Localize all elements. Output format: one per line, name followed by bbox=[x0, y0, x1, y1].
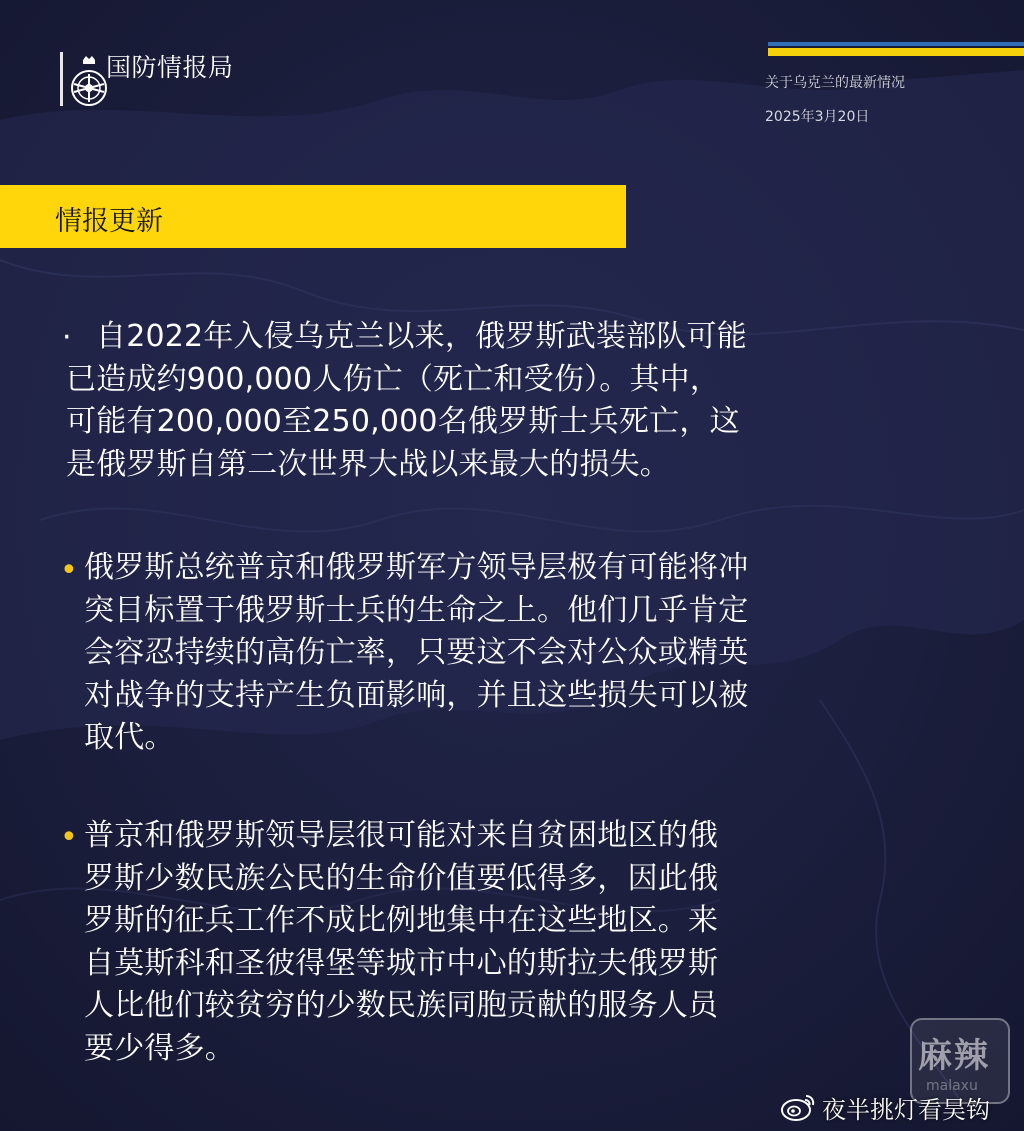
report-date: 2025年3月20日 bbox=[765, 109, 870, 125]
paragraph-line: 俄罗斯总统普京和俄罗斯军方领导层极有可能将冲 bbox=[84, 550, 749, 585]
watermark-badge-text: 麻辣 bbox=[918, 1036, 990, 1076]
paragraph-line: 普京和俄罗斯领导层很可能对来自贫困地区的俄 bbox=[84, 818, 719, 853]
paragraph-line: 已造成约900,000人伤亡（死亡和受伤）。其中， bbox=[66, 361, 721, 397]
bullet-marker: • bbox=[60, 820, 78, 855]
paragraph-3 bbox=[84, 815, 718, 1070]
report-topic: 关于乌克兰的最新情况 bbox=[765, 75, 905, 91]
paragraph-line: 是俄罗斯自第二次世界大战以来最大的损失。 bbox=[66, 446, 670, 482]
ukraine-flag-stripe-yellow bbox=[768, 48, 1024, 56]
logo-divider bbox=[60, 52, 63, 106]
paragraph-line: 人比他们较贫穷的少数民族同胞贡献的服务人员 bbox=[84, 988, 719, 1023]
paragraph-line: 要少得多。 bbox=[84, 1030, 235, 1066]
bullet-marker: • bbox=[60, 553, 78, 588]
paragraph-line: 自莫斯科和圣彼得堡等城市中心的斯拉夫俄罗斯 bbox=[84, 945, 719, 981]
section-banner-label: 情报更新 bbox=[55, 206, 163, 237]
organization-name: 国防情报局 bbox=[106, 53, 234, 82]
paragraph-line: 自2022年入侵乌克兰以来，俄罗斯武装部队可能 bbox=[96, 319, 747, 354]
paragraph-2 bbox=[84, 547, 748, 760]
ukraine-flag-stripe-blue bbox=[768, 42, 1024, 46]
paragraph-line: 罗斯的征兵工作不成比例地集中在这些地区。来 bbox=[84, 903, 719, 938]
bullet-marker: · bbox=[62, 320, 72, 355]
page-header bbox=[0, 0, 1024, 130]
watermark-badge-subtext: malaxu bbox=[926, 1078, 978, 1094]
paragraph-line: 会容忍持续的高伤亡率，只要这不会对公众或精英 bbox=[84, 635, 749, 670]
paragraph-line: 取代。 bbox=[84, 720, 175, 755]
paragraph-1 bbox=[66, 316, 747, 486]
paragraph-line: 可能有200,000至250,000名俄罗斯士兵死亡，这 bbox=[66, 404, 740, 439]
weibo-logo-icon bbox=[780, 1092, 816, 1122]
paragraph-line: 突目标置于俄罗斯士兵的生命之上。他们几乎肯定 bbox=[84, 592, 749, 628]
paragraph-line: 罗斯少数民族公民的生命价值要低得多，因此俄 bbox=[84, 860, 719, 896]
paragraph-line: 对战争的支持产生负面影响，并且这些损失可以被 bbox=[84, 677, 749, 713]
watermark-username: 夜半挑灯看吴钩 bbox=[822, 1096, 990, 1124]
